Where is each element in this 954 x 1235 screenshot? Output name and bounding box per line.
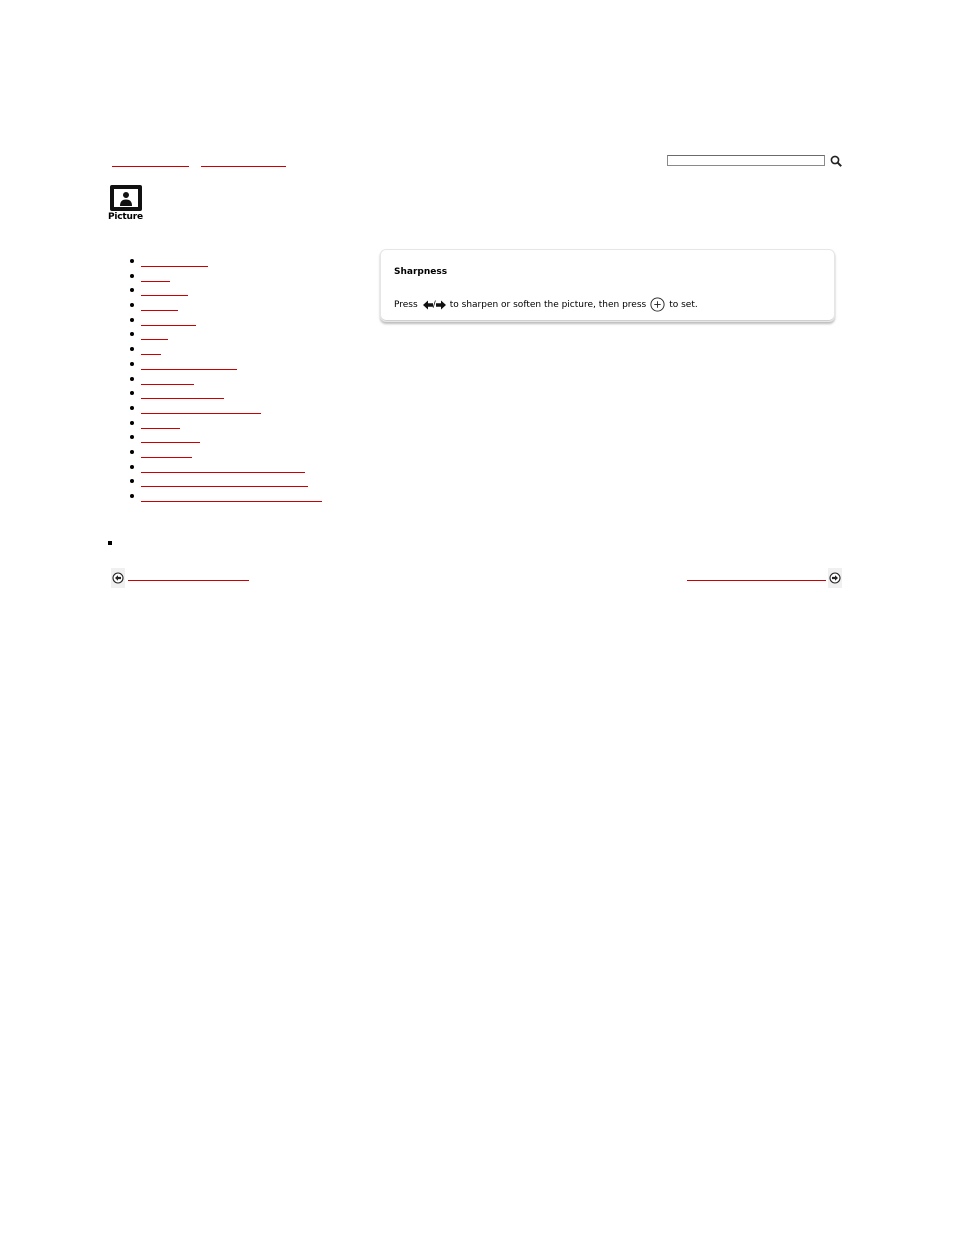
topic-link[interactable] bbox=[141, 418, 180, 429]
list-item bbox=[130, 271, 322, 286]
set-text: to set. bbox=[669, 299, 698, 310]
previous-page-link[interactable] bbox=[128, 575, 249, 581]
search-icon bbox=[829, 154, 843, 168]
bullet-marker bbox=[108, 541, 112, 545]
instruction-text: to sharpen or soften the picture, then press bbox=[449, 299, 647, 310]
topic-link[interactable] bbox=[141, 432, 200, 443]
search-button[interactable] bbox=[829, 153, 843, 167]
list-item bbox=[130, 329, 322, 344]
list-item bbox=[130, 476, 322, 491]
enter-button-icon bbox=[650, 297, 665, 312]
list-item bbox=[130, 403, 322, 418]
list-item bbox=[130, 388, 322, 403]
list-item bbox=[130, 359, 322, 374]
topic-link[interactable] bbox=[141, 271, 170, 282]
list-item bbox=[130, 432, 322, 447]
topic-link[interactable] bbox=[141, 285, 188, 296]
next-page-link[interactable] bbox=[687, 575, 826, 581]
topic-link[interactable] bbox=[141, 300, 178, 311]
topic-link[interactable] bbox=[141, 403, 261, 414]
topic-link[interactable] bbox=[141, 329, 168, 340]
topic-link[interactable] bbox=[141, 359, 237, 370]
section-title: Picture bbox=[108, 212, 143, 222]
list-item bbox=[130, 315, 322, 330]
list-item bbox=[130, 285, 322, 300]
list-item bbox=[130, 256, 322, 271]
picture-settings-icon bbox=[110, 185, 142, 211]
list-item bbox=[130, 344, 322, 359]
topic-list bbox=[130, 256, 322, 506]
topic-link[interactable] bbox=[141, 256, 208, 267]
help-card-title: Sharpness bbox=[394, 267, 448, 277]
list-item bbox=[130, 418, 322, 433]
topic-link[interactable] bbox=[141, 374, 194, 385]
list-item bbox=[130, 374, 322, 389]
topic-link[interactable] bbox=[141, 447, 192, 458]
topic-link[interactable] bbox=[141, 476, 308, 487]
search-input[interactable] bbox=[668, 164, 824, 173]
topic-link[interactable] bbox=[141, 462, 305, 473]
breadcrumb-link-1[interactable] bbox=[112, 162, 189, 167]
list-item bbox=[130, 491, 322, 506]
right-arrow-icon bbox=[436, 300, 446, 310]
list-item bbox=[130, 447, 322, 462]
next-page-icon[interactable] bbox=[828, 568, 842, 588]
topic-link[interactable] bbox=[141, 344, 161, 355]
topic-link[interactable] bbox=[141, 388, 224, 399]
breadcrumb-link-2[interactable] bbox=[201, 162, 286, 167]
list-item bbox=[130, 462, 322, 477]
help-card-text bbox=[394, 297, 698, 312]
topic-link[interactable] bbox=[141, 491, 322, 502]
list-item bbox=[130, 300, 322, 315]
left-arrow-icon bbox=[423, 300, 433, 310]
help-card bbox=[380, 249, 835, 322]
previous-page-icon[interactable] bbox=[111, 568, 125, 588]
press-text: Press bbox=[394, 299, 418, 310]
search-field-frame bbox=[667, 155, 825, 166]
slash-text: / bbox=[432, 299, 436, 310]
topic-link[interactable] bbox=[141, 315, 196, 326]
